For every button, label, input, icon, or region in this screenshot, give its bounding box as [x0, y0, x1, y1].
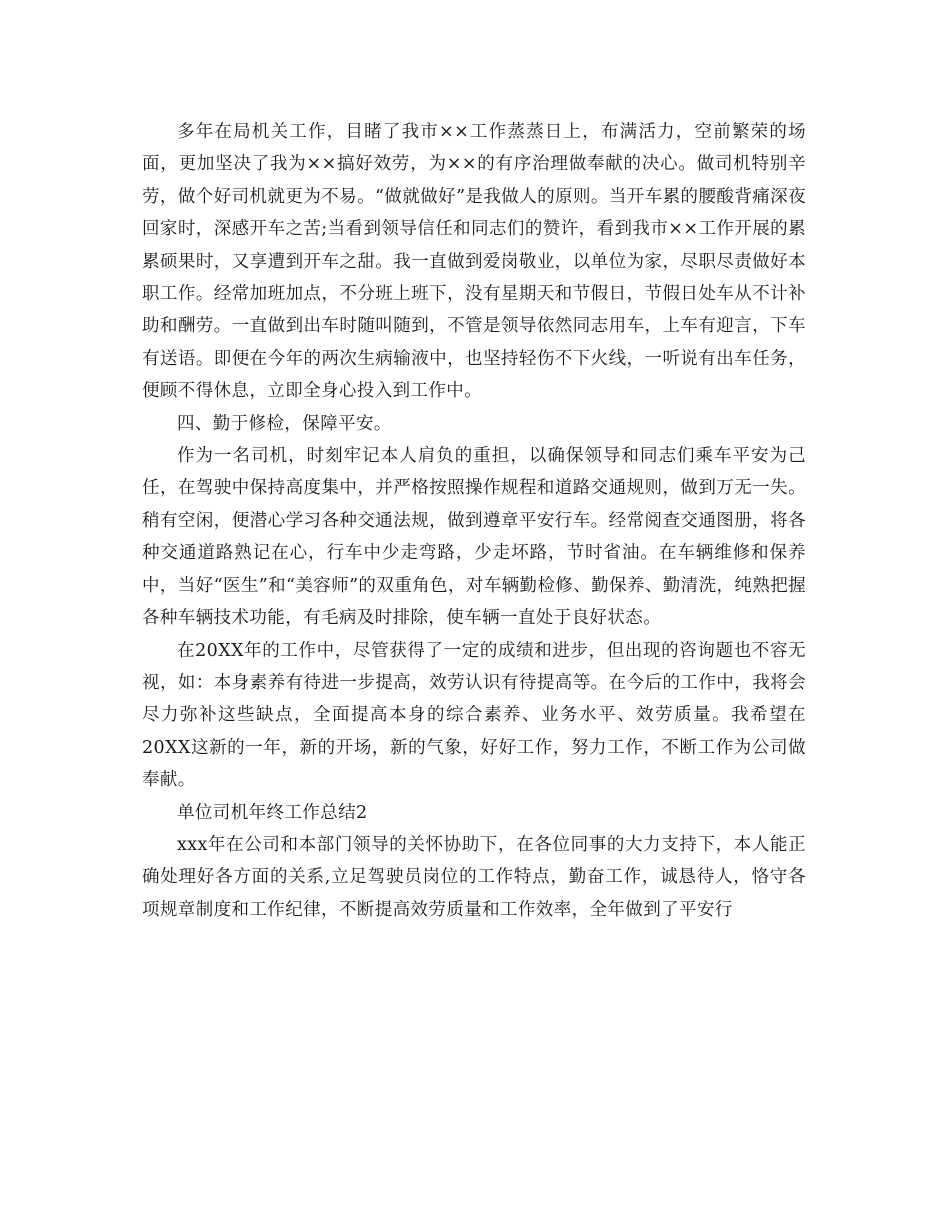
paragraph-shortcomings: 在20XX年的工作中，尽管获得了一定的成绩和进步，但出现的咨询题也不容无视，如：本身素养有待进一步提高，效劳认识有待提高等。在今后的工作中，我将会尽力弥补这些缺点，全面提高本身的综合素养、业务水平、效劳质量。我希望在20XX这新的一年，新的开场，新的气象，好好工作，努力工作，不断工作为公司做奉献。	[142, 640, 806, 791]
section-heading-summary-2: 单位司机年终工作总结2	[177, 802, 368, 823]
paragraph-summary-2-intro: xxx年在公司和本部门领导的关怀协助下，在各位同事的大力支持下，本人能正确处理好各方面的关系,立足驾驶员岗位的工作特点，勤奋工作，诚恳待人，恪守各项规章制度和工作纪律，不断提高效劳质量和工作效率，全年做到了平安行	[142, 834, 806, 920]
paragraph-safety: 作为一名司机，时刻牢记本人肩负的重担，以确保领导和同志们乘车平安为己任，在驾驶中保持高度集中，并严格按照操作规程和道路交通规则，做到万无一失。稍有空闲，便潜心学习各种交通法规，做到遵章平安行车。经常阅查交通图册，将各种交通道路熟记在心，行车中少走弯路，少走坏路，节时省油。在车辆维修和保养中，当好“医生”和“美容师”的双重角色，对车辆勤检修、勤保养、勤清洗，纯熟把握各种车辆技术功能，有毛病及时排除，使车辆一直处于良好状态。	[142, 446, 806, 629]
document-page	[142, 116, 806, 926]
paragraph-office-work: 多年在局机关工作，目睹了我市××工作蒸蒸日上，布满活力，空前繁荣的场面，更加坚决了我为××搞好效劳，为××的有序治理做奉献的决心。做司机特别辛劳，做个好司机就更为不易。“做就做好”是我做人的原则。当开车累的腰酸背痛深夜回家时，深感开车之苦;当看到领导信任和同志们的赞许，看到我市××工作开展的累累硕果时，又享遭到开车之甜。我一直做到爱岗敬业，以单位为家，尽职尽责做好本职工作。经常加班加点，不分班上班下，没有星期天和节假日，节假日处车从不计补助和酬劳。一直做到出车时随叫随到，不管是领导依然同志用车，上车有迎言，下车有送语。即便在今年的两次生病输液中，也坚持轻伤不下火线，一听说有出车任务，便顾不得休息，立即全身心投入到工作中。	[142, 122, 806, 402]
section-heading-maintenance: 四、勤于修检，保障平安。	[177, 413, 392, 434]
